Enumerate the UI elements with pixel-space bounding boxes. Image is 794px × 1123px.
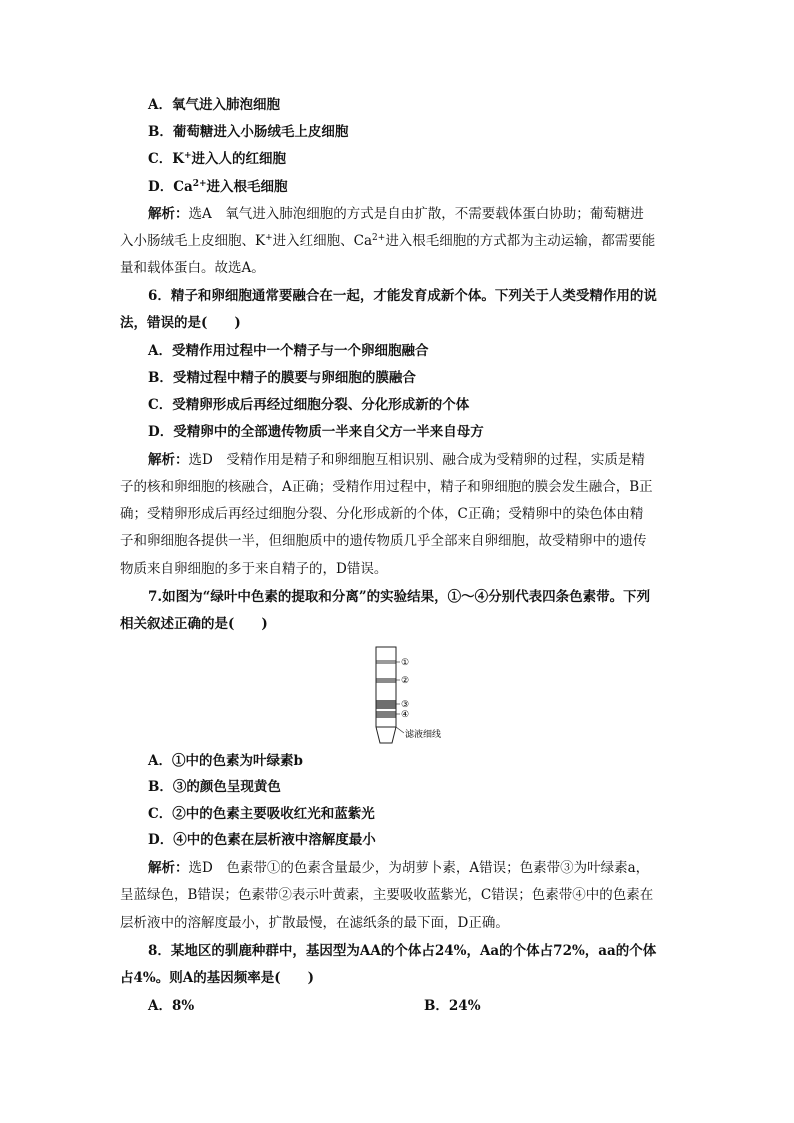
chromatography-figure [364,645,454,745]
q8-option-b: B．24% [424,998,481,1014]
q7-option-c: C．②中的色素主要吸收红光和蓝紫光 [148,806,375,822]
q6-analysis-line-2: 子的核和卵细胞的核融合，A正确；受精作用过程中，精子和卵细胞的膜会发生融合，B正 [120,479,653,495]
q5-option-c: C．K+进入人的红细胞 [148,151,287,167]
filter-paper-strip-diagram [364,645,454,745]
q7-option-b: B．③的颜色呈现黄色 [148,779,281,795]
band-label-4: ④ [401,710,410,720]
q6-analysis-line-1: 解析：选D 受精作用是精子和卵细胞互相识别、融合成为受精卵的过程，实质是精 [148,452,645,468]
filtrate-line-label: 滤液细线 [405,730,442,740]
q7-analysis-line-1: 解析：选D 色素带①的色素含量最少，为胡萝卜素，A错误；色素带③为叶绿素a， [148,860,650,876]
q6-option-b: B．受精过程中精子的膜要与卵细胞的膜融合 [148,370,416,386]
q7-analysis-line-3: 层析液中的溶解度最小，扩散最慢，在滤纸条的最下面，D正确。 [120,915,509,931]
q7-option-d: D．④中的色素在层析液中溶解度最小 [148,832,376,848]
pigment-band-1 [377,660,396,664]
pigment-band-2 [377,678,396,683]
band-label-3: ③ [401,700,410,710]
q5-analysis-line-2: 入小肠绒毛上皮细胞、K+进入红细胞、$Ca^{2+}$进入根毛细胞的方式都为主动运输，都需要能 [120,233,656,249]
band-label-1: ① [401,658,410,668]
q6-option-c: C．受精卵形成后再经过细胞分裂、分化形成新的个体 [148,397,470,413]
pigment-band-3 [377,700,396,709]
q5-option-d: D．$Ca^{2+}$进入根毛细胞 [148,179,288,195]
q5-analysis-line-3: 量和载体蛋白。故选A。 [120,260,265,276]
band-label-2: ② [401,676,410,686]
q6-analysis-line-5: 物质来自卵细胞的多于来自精子的，D错误。 [120,561,388,577]
q5-option-b: B．葡萄糖进入小肠绒毛上皮细胞 [148,124,349,140]
q6-analysis-line-3: 确；受精卵形成后再经过细胞分裂、分化形成新的个体，C正确；受精卵中的染色体由精 [120,506,644,522]
q7-analysis-line-2: 呈蓝绿色，B错误；色素带②表示叶黄素，主要吸收蓝紫光，C错误；色素带④中的色素在 [120,887,654,903]
q6-analysis-line-4: 子和卵细胞各提供一半，但细胞质中的遗传物质几乎全部来自卵细胞，故受精卵中的遗传 [120,533,647,549]
q6-stem-line-1: 6．精子和卵细胞通常要融合在一起，才能发育成新个体。下列关于人类受精作用的说 [148,288,657,304]
q5-analysis-line-1: 解析：选A 氧气进入肺泡细胞的方式是自由扩散，不需要载体蛋白协助；葡萄糖进 [148,206,644,222]
q7-stem-line-1: 7.如图为“绿叶中色素的提取和分离”的实验结果，①～④分别代表四条色素带。下列 [148,589,651,605]
q8-stem-line-1: 8．某地区的驯鹿种群中，基因型为AA的个体占24%，Aa的个体占72%，aa的个体 [148,943,657,959]
q6-option-d: D．受精卵中的全部遗传物质一半来自父方一半来自母方 [148,424,484,440]
q6-option-a: A．受精作用过程中一个精子与一个卵细胞融合 [148,343,429,359]
q7-option-a: A．①中的色素为叶绿素b [148,753,303,769]
q7-stem-line-2: 相关叙述正确的是( ) [120,616,268,632]
q6-stem-line-2: 法，错误的是( ) [120,315,241,331]
q8-stem-line-2: 占4%。则A的基因频率是( ) [120,970,314,986]
q8-option-a: A．8% [148,998,195,1014]
pigment-band-4 [377,711,396,718]
q5-option-a: A．氧气进入肺泡细胞 [148,97,280,113]
